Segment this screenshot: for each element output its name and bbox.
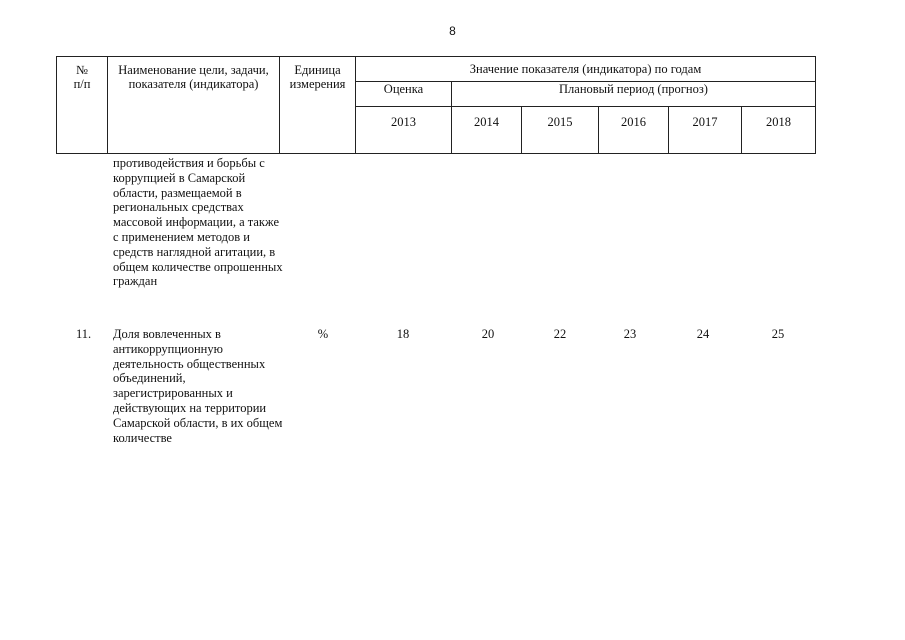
value-cell: 23 <box>623 327 637 341</box>
indicator-table-header <box>56 56 816 154</box>
year-header: 2014 <box>452 107 522 154</box>
unit-cell: % <box>317 327 329 341</box>
col-unit-header: Единица измерения <box>280 57 356 154</box>
continued-indicator-text: противодействия и борьбы с коррупцией в Самарской области, размещаемой в региональных средствах массовой информации, а также с применением методов и средств наглядной агитации, в общем количестве опрошенных граждан <box>113 156 283 289</box>
col-name-header: Наименование цели, задачи, показателя (индикатора) <box>108 57 280 154</box>
value-cell: 18 <box>396 327 410 341</box>
value-cell: 24 <box>696 327 710 341</box>
year-header: 2017 <box>669 107 742 154</box>
year-header: 2018 <box>742 107 816 154</box>
indicator-name: Доля вовлеченных в антикоррупционную деятельность общественных объединений, зарегистрированных и действующих на территории Самарской области, в их общем количестве <box>113 327 283 445</box>
year-header: 2016 <box>599 107 669 154</box>
page-number: 8 <box>449 24 456 38</box>
year-header: 2013 <box>356 107 452 154</box>
year-header: 2015 <box>522 107 599 154</box>
values-by-year-header: Значение показателя (индикатора) по годам <box>356 57 816 82</box>
estimate-header: Оценка <box>356 82 452 107</box>
value-cell: 20 <box>481 327 495 341</box>
value-cell: 25 <box>771 327 785 341</box>
value-cell: 22 <box>553 327 567 341</box>
row-number: 11. <box>76 327 92 341</box>
col-number-header: № п/п <box>57 57 108 154</box>
plan-period-header: Плановый период (прогноз) <box>452 82 816 107</box>
